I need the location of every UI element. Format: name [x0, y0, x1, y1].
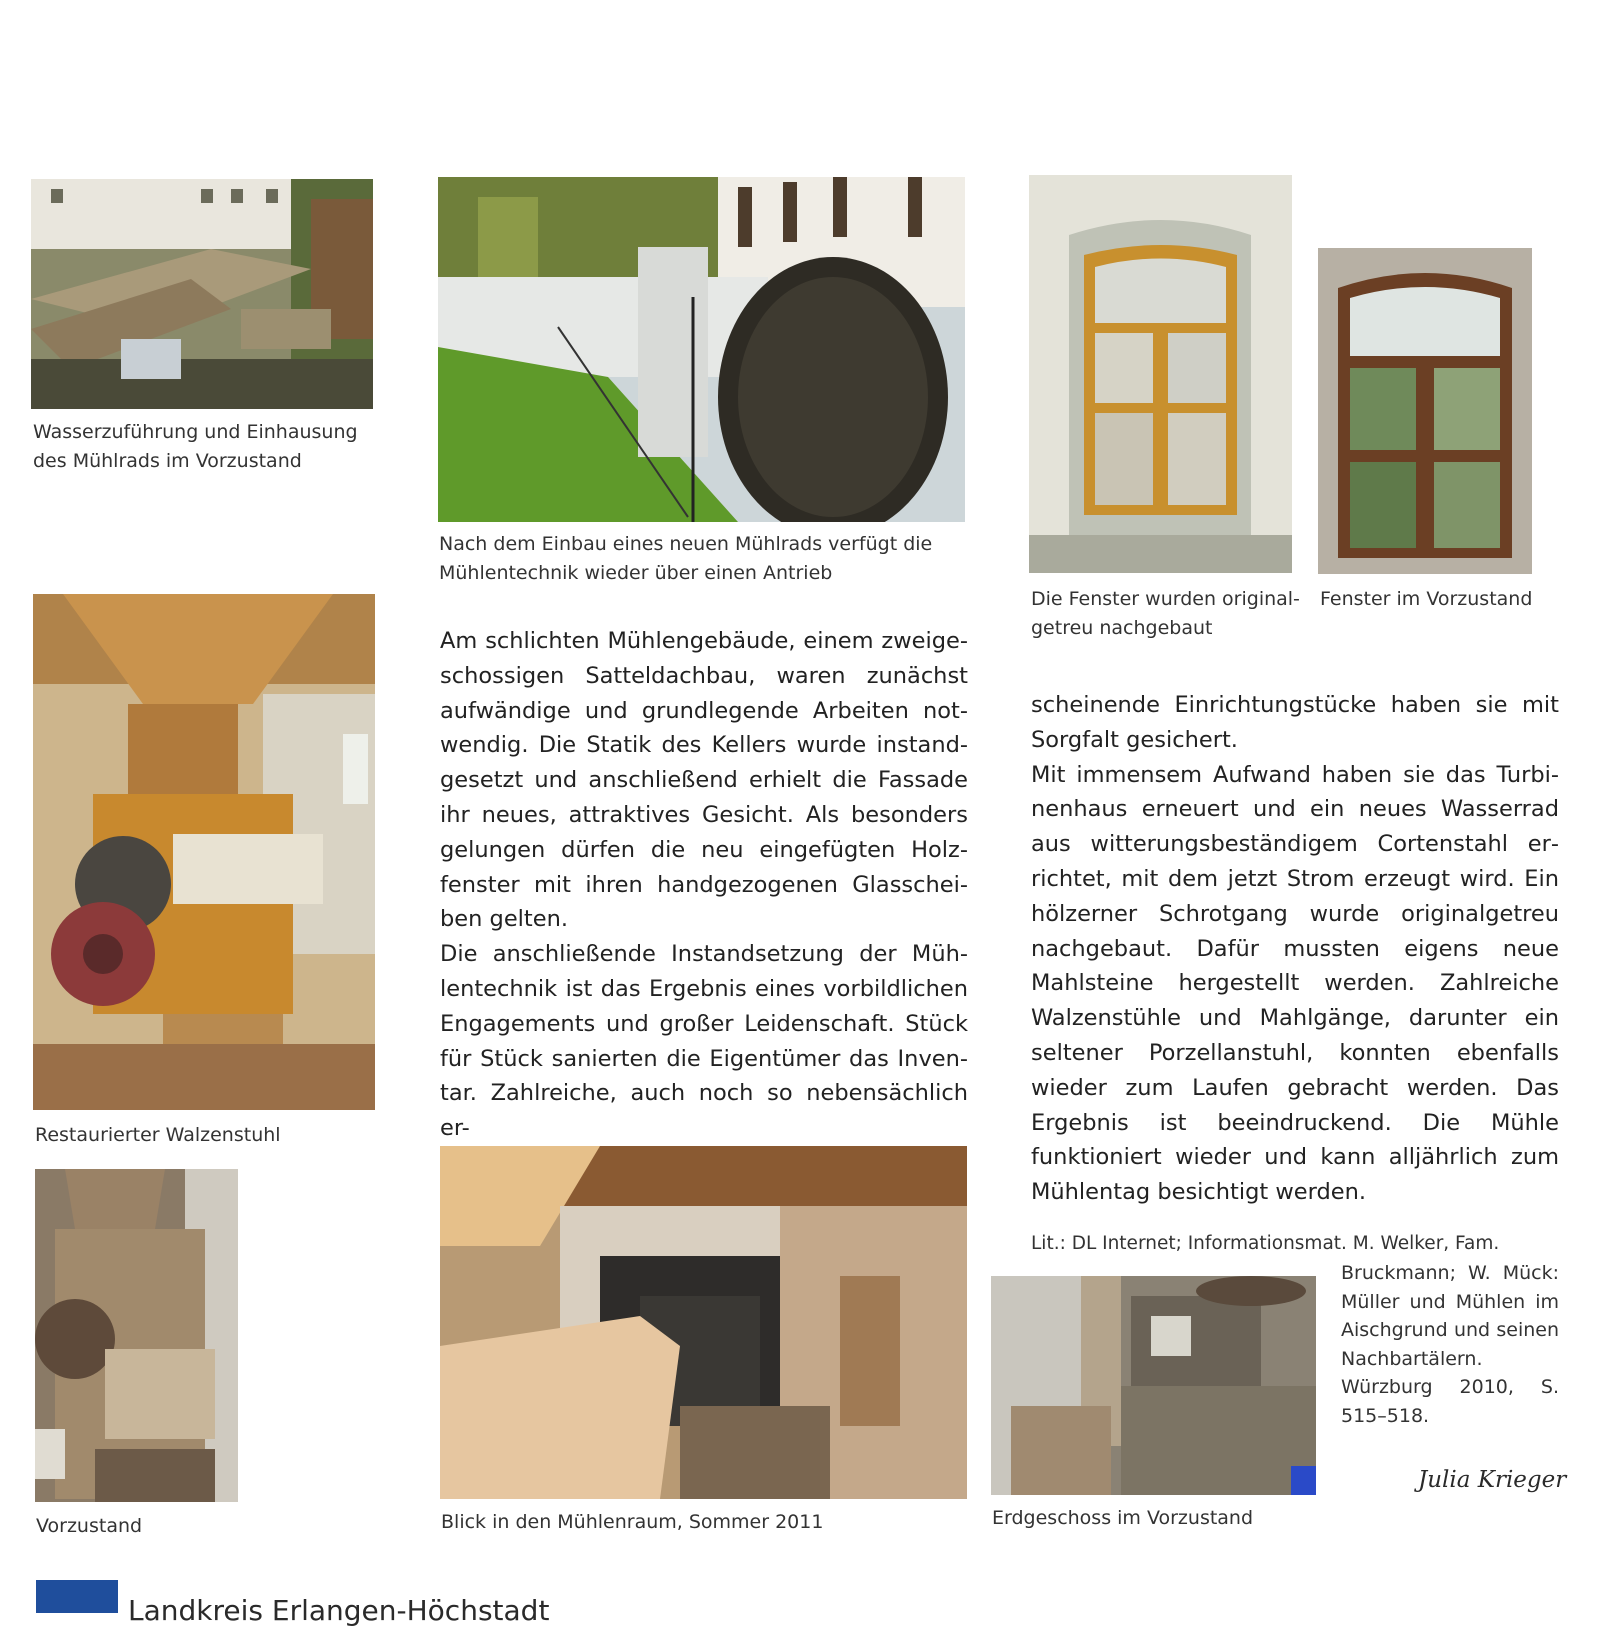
article-paragraph: scheinende Einrichtungstücke haben sie mit Sorgfalt gesichert. [1031, 692, 1559, 753]
caption-new-window-1: Die Fenster wurden original- [1031, 588, 1300, 610]
author-signature: Julia Krieger [1418, 1467, 1567, 1493]
caption-old-window: Fenster im Vorzustand [1320, 588, 1533, 610]
photo-old-window [1318, 248, 1532, 574]
article-column-middle [440, 624, 968, 1146]
photo-roller-mill-restored [33, 594, 375, 1110]
caption-roller-restored: Restaurierter Walzenstuhl [35, 1124, 281, 1146]
photo-roller-mill-before [35, 1169, 238, 1502]
photo-new-window [1029, 175, 1292, 573]
footer-color-block [36, 1580, 118, 1613]
article-paragraph: Mit immensem Aufwand haben sie das Turbinenhaus erneuert und ein neues Wasserrad aus witterungsbeständigem Cortenstahl errichtet, mit dem jetzt Strom erzeugt wird. Ein hölzerner Schrotgang wurde originalgetreu nachgebaut. Dafür mussten eigens neue Mahlsteine hergestellt werden. Zahlreiche Walzenstühle und Mahlgänge, darunter ein seltener Porzellanstuhl, konnten ebenfalls wieder zum Laufen gebracht werden. Das Ergebnis ist beeindruckend. Die Mühle funktioniert wieder und kann alljährlich zum Mühlentag besichtigt werden. [1031, 761, 1559, 1206]
photo-water-inlet [31, 179, 373, 409]
caption-new-window-2: getreu nachgebaut [1031, 617, 1213, 639]
caption-millwheel-1: Nach dem Einbau eines neuen Mühlrads verfügt die [439, 533, 933, 555]
article-paragraph: Die anschließende Instandsetzung der Mühlentechnik ist das Ergebnis eines vorbildlichen Engagements und großer Leidenschaft. Stück für Stück sanierten die Eigentümer das Inventar. Zahlreiche, auch noch so nebensächlich er- [440, 941, 968, 1142]
photo-new-millwheel [438, 177, 965, 522]
article-column-right [1031, 688, 1559, 1210]
caption-water-inlet-1: Wasserzuführung und Einhausung [33, 421, 358, 443]
photo-mill-room [440, 1146, 967, 1499]
caption-millwheel-2: Mühlentechnik wieder über einen Antrieb [439, 562, 833, 584]
article-paragraph: Am schlichten Mühlengebäude, einem zweigeschossigen Satteldachbau, waren zunächst aufwändige und grundlegende Arbeiten notwendig. Die Statik des Kellers wurde instandgesetzt und anschließend erhielt die Fassade ihr neues, attraktives Gesicht. Als besonders gelungen dürfen die neu eingefügten Holzfenster mit ihren handgezogenen Glasscheiben gelten. [440, 628, 968, 933]
photo-ground-floor [991, 1276, 1316, 1495]
caption-ground-floor: Erdgeschoss im Vorzustand [992, 1507, 1254, 1529]
literature-line-1: Lit.: DL Internet; Informationsmat. M. Welker, Fam. [1031, 1233, 1500, 1254]
literature-rest: Bruckmann; W. Mück: Müller und Mühlen im Aischgrund und seinen Nachbartälern. Würzburg 2010, S. 515–518. [1341, 1262, 1559, 1427]
footer-running-title: Landkreis Erlangen-Höchstadt [128, 1594, 550, 1627]
caption-roller-before: Vorzustand [36, 1515, 143, 1537]
caption-water-inlet-2: des Mühlrads im Vorzustand [33, 450, 302, 472]
caption-mill-room: Blick in den Mühlenraum, Sommer 2011 [441, 1511, 824, 1533]
